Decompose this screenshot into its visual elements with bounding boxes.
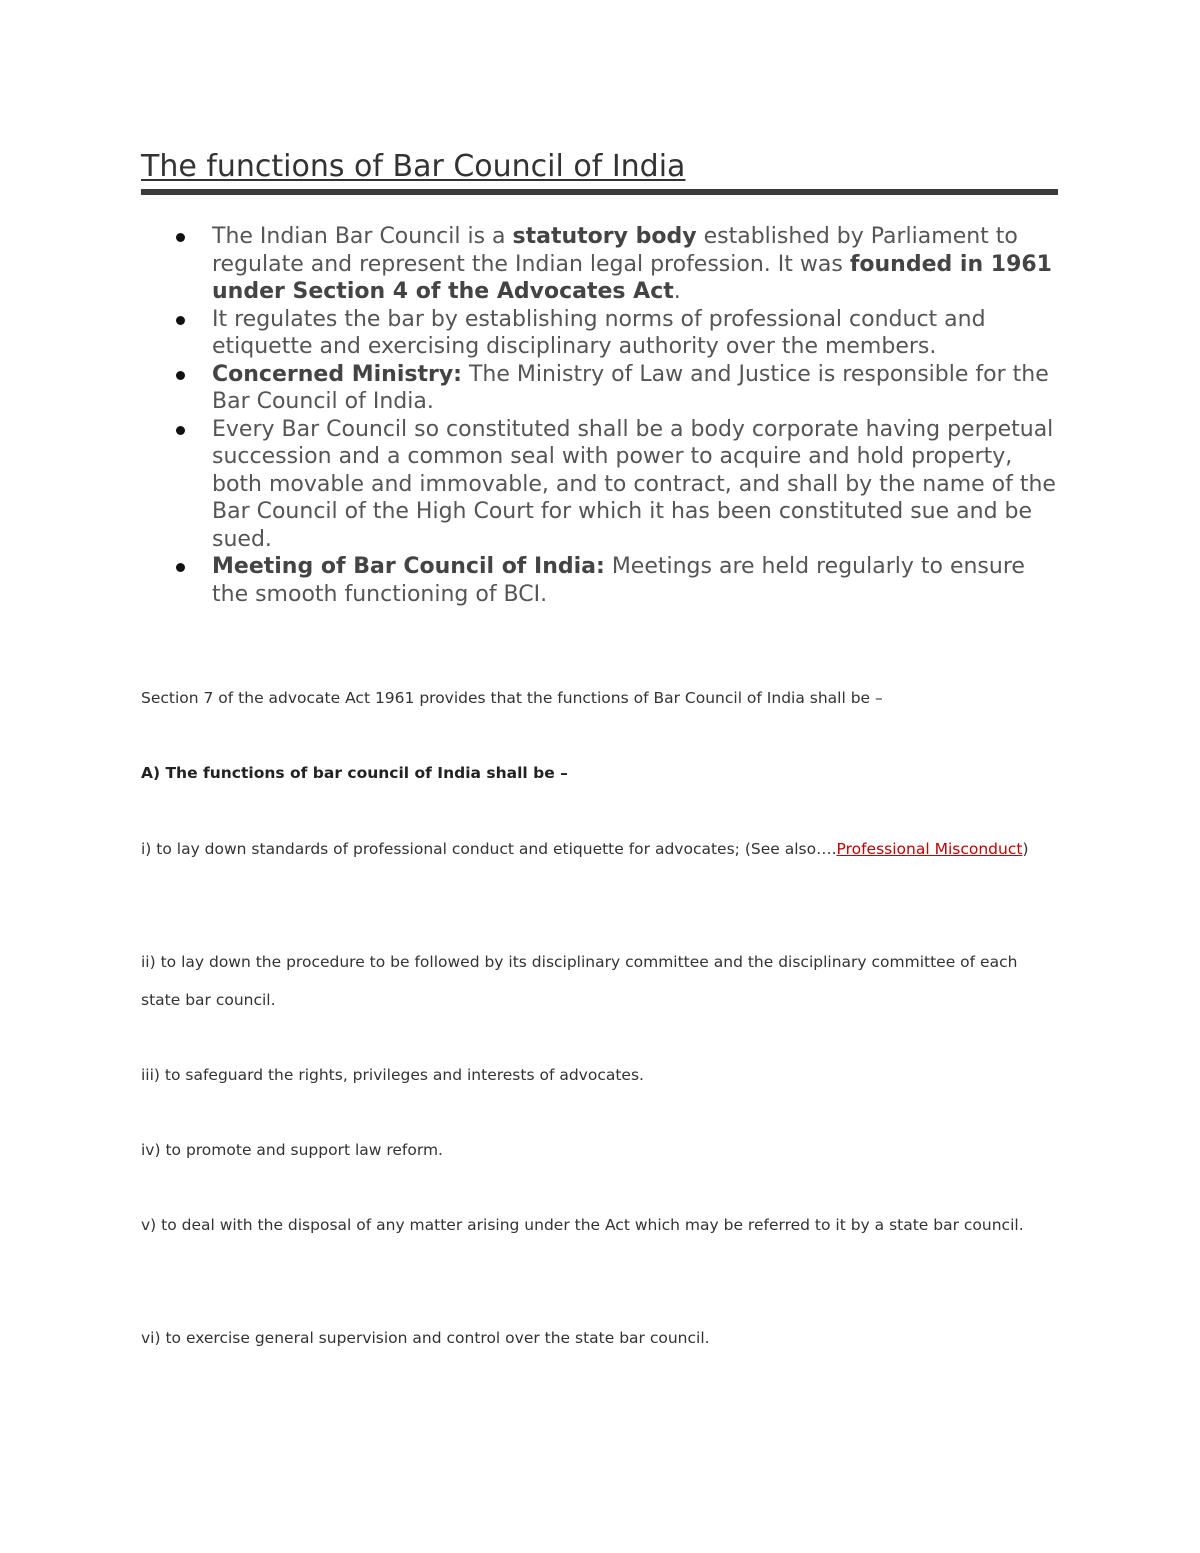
list-item: The Indian Bar Council is a statutory body established by Parliament to regulate and represent the Indian legal profession. It was founded in 1961 under Section 4 of the Advocates Act. <box>141 223 1061 306</box>
professional-misconduct-link[interactable]: Professional Misconduct <box>836 840 1023 858</box>
function-item-vi: vi) to exercise general supervision and control over the state bar council. <box>141 1329 710 1347</box>
bullet-icon <box>176 316 185 325</box>
function-item-ii: ii) to lay down the procedure to be followed by its disciplinary committee and the disciplinary committee of each state bar council. <box>141 953 1018 1009</box>
title-divider <box>141 189 1058 195</box>
list-item: Meeting of Bar Council of India: Meetings are held regularly to ensure the smooth functioning of BCI. <box>141 553 1061 608</box>
bullet-icon <box>176 563 185 572</box>
function-item-v: v) to deal with the disposal of any matter arising under the Act which may be referred to it by a state bar council. <box>141 1216 1024 1234</box>
page-title: The functions of Bar Council of India <box>141 149 686 184</box>
list-item: Concerned Ministry: The Ministry of Law and Justice is responsible for the Bar Council of India. <box>141 361 1061 416</box>
list-item: Every Bar Council so constituted shall be a body corporate having perpetual succession and a common seal with power to acquire and hold property, both movable and immovable, and to contract, and shall by the name of the Bar Council of the High Court for which it has been constituted sue and be sued. <box>141 416 1061 554</box>
bullet-icon <box>176 233 185 242</box>
bullet-icon <box>176 426 185 435</box>
function-item-i: i) to lay down standards of professional conduct and etiquette for advocates; (See also….Professional Misconduct) <box>141 840 1029 858</box>
bullet-icon <box>176 371 185 380</box>
section-intro: Section 7 of the advocate Act 1961 provides that the functions of Bar Council of India shall be – <box>141 689 883 707</box>
bullet-list <box>141 223 1061 608</box>
list-item: It regulates the bar by establishing norms of professional conduct and etiquette and exercising disciplinary authority over the members. <box>141 306 1061 361</box>
section-heading: A) The functions of bar council of India shall be – <box>141 764 568 782</box>
function-item-iii: iii) to safeguard the rights, privileges and interests of advocates. <box>141 1066 644 1084</box>
function-item-iv: iv) to promote and support law reform. <box>141 1141 443 1159</box>
